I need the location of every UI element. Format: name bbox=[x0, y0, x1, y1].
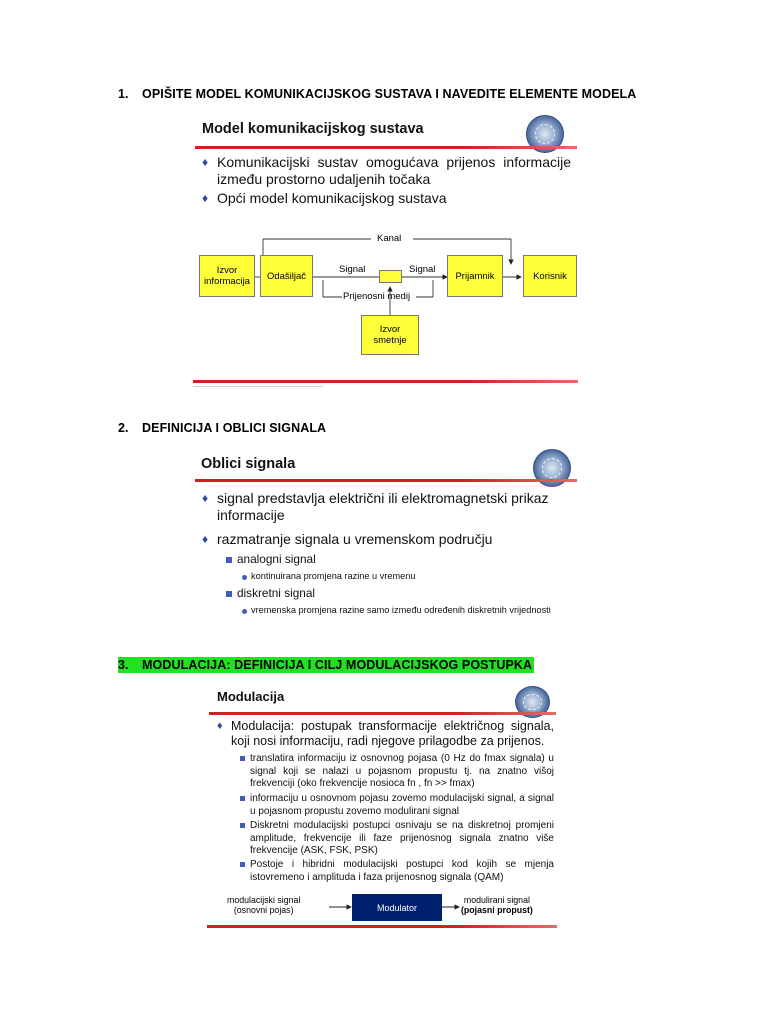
bullet-item: ♦ Opći model komunikacijskog sustava bbox=[202, 190, 447, 206]
sub-bullet-discrete: diskretni signal bbox=[237, 586, 316, 600]
medium-label: Prijenosni medij bbox=[343, 291, 411, 302]
modulator-block: Modulator bbox=[352, 894, 442, 921]
square-bullet-icon bbox=[226, 557, 232, 563]
channel-label: Kanal bbox=[377, 233, 402, 244]
signal-left-label: Signal bbox=[339, 264, 366, 275]
slide-title: Oblici signala bbox=[201, 456, 296, 472]
square-bullet-icon bbox=[240, 862, 245, 867]
transmitter-box: Odašiljač bbox=[260, 255, 313, 297]
section-number: 3. bbox=[118, 658, 129, 672]
title-underline bbox=[195, 146, 577, 149]
sub-bullet: informaciju u osnovnom pojasu zovemo modulacijski signal, a signal u pojasnom propustu zovemo modulirani signal bbox=[250, 793, 554, 818]
title-underline bbox=[195, 479, 577, 482]
sub-bullet: Diskretni modulacijski postupci osnivaju se na diskretnoj promjeni amplitude, frekvencije ili faze prijenosnog signala znatno više frekvencije (ASK, FSK, PSK) bbox=[250, 820, 554, 858]
slide-communication-model bbox=[193, 110, 578, 390]
slide-footer-line bbox=[193, 386, 323, 387]
section-number: 2. bbox=[118, 421, 129, 435]
channel-block bbox=[379, 270, 402, 283]
receiver-box: Prijamnik bbox=[447, 255, 503, 297]
dot-bullet-icon bbox=[242, 575, 247, 580]
section-number: 1. bbox=[118, 87, 129, 101]
slide-title: Modulacija bbox=[217, 689, 285, 704]
sub-bullet: Postoje i hibridni modulacijski postupci kod kojih se mjenja istovremeno i amplituda i faza prijenosnog signala (QAM) bbox=[250, 859, 554, 884]
section-title: MODULACIJA: DEFINICIJA I CILJ MODULACIJSKOG POSTUPKA bbox=[142, 658, 533, 672]
modulation-input-label: modulacijski signal (osnovni pojas) bbox=[227, 895, 301, 915]
square-bullet-icon bbox=[240, 823, 245, 828]
slide-signal-forms bbox=[193, 445, 578, 625]
diamond-bullet-icon: ♦ bbox=[217, 720, 223, 732]
slide-modulation bbox=[207, 683, 557, 928]
bullet-item: ♦ signal predstavlja električni ili elektromagnetski prikaz informacije bbox=[202, 490, 549, 523]
signal-right-label: Signal bbox=[409, 264, 436, 275]
diamond-bullet-icon: ♦ bbox=[202, 491, 209, 505]
slide-footer-bar bbox=[207, 925, 557, 928]
detail-analog: kontinuirana promjena razine u vremenu bbox=[251, 571, 416, 581]
section-title: OPIŠITE MODEL KOMUNIKACIJSKOG SUSTAVA I NAVEDITE ELEMENTE MODELA bbox=[142, 87, 637, 101]
square-bullet-icon bbox=[240, 796, 245, 801]
section-3-heading bbox=[118, 657, 534, 673]
diamond-bullet-icon: ♦ bbox=[202, 155, 209, 169]
dot-bullet-icon bbox=[242, 609, 247, 614]
diamond-bullet-icon: ♦ bbox=[202, 191, 209, 205]
user-box: Korisnik bbox=[523, 255, 577, 297]
communication-model-diagram bbox=[193, 220, 578, 390]
diamond-bullet-icon: ♦ bbox=[202, 532, 209, 546]
bullet-item: ♦ razmatranje signala u vremenskom području bbox=[202, 531, 493, 547]
title-underline bbox=[209, 712, 556, 715]
section-2-heading bbox=[118, 421, 326, 435]
noise-source-box: Izvor smetnje bbox=[361, 315, 419, 355]
sub-bullet: translatira informaciju iz osnovnog pojasa (0 Hz do fmax signala) u signal koji se nalazi u pojasnom propustu tj. na znatno višoj frekvenciji (oko frekvencije nosioca fn , fn >> fmax) bbox=[250, 753, 554, 791]
section-title: DEFINICIJA I OBLICI SIGNALA bbox=[142, 421, 327, 435]
source-box: Izvor informacija bbox=[199, 255, 255, 297]
bullet-item: ♦ Modulacija: postupak transformacije električnog signala, koji nosi informaciju, radi njegove prilagodbe za prijenos. bbox=[217, 719, 554, 748]
square-bullet-icon bbox=[240, 756, 245, 761]
modulation-output-label: modulirani signal (pojasni propust) bbox=[461, 895, 533, 915]
detail-discrete: vremenska promjena razine samo između određenih diskretnih vrijednosti bbox=[251, 605, 551, 615]
slide-footer-bar bbox=[193, 380, 578, 383]
bullet-item: ♦ Komunikacijski sustav omogućava prijenos informacije između prostorno udaljenih točaka bbox=[202, 154, 571, 187]
square-bullet-icon bbox=[226, 591, 232, 597]
slide-title: Model komunikacijskog sustava bbox=[202, 121, 424, 137]
sub-bullet-analog: analogni signal bbox=[237, 552, 316, 566]
section-1-heading bbox=[118, 87, 636, 101]
